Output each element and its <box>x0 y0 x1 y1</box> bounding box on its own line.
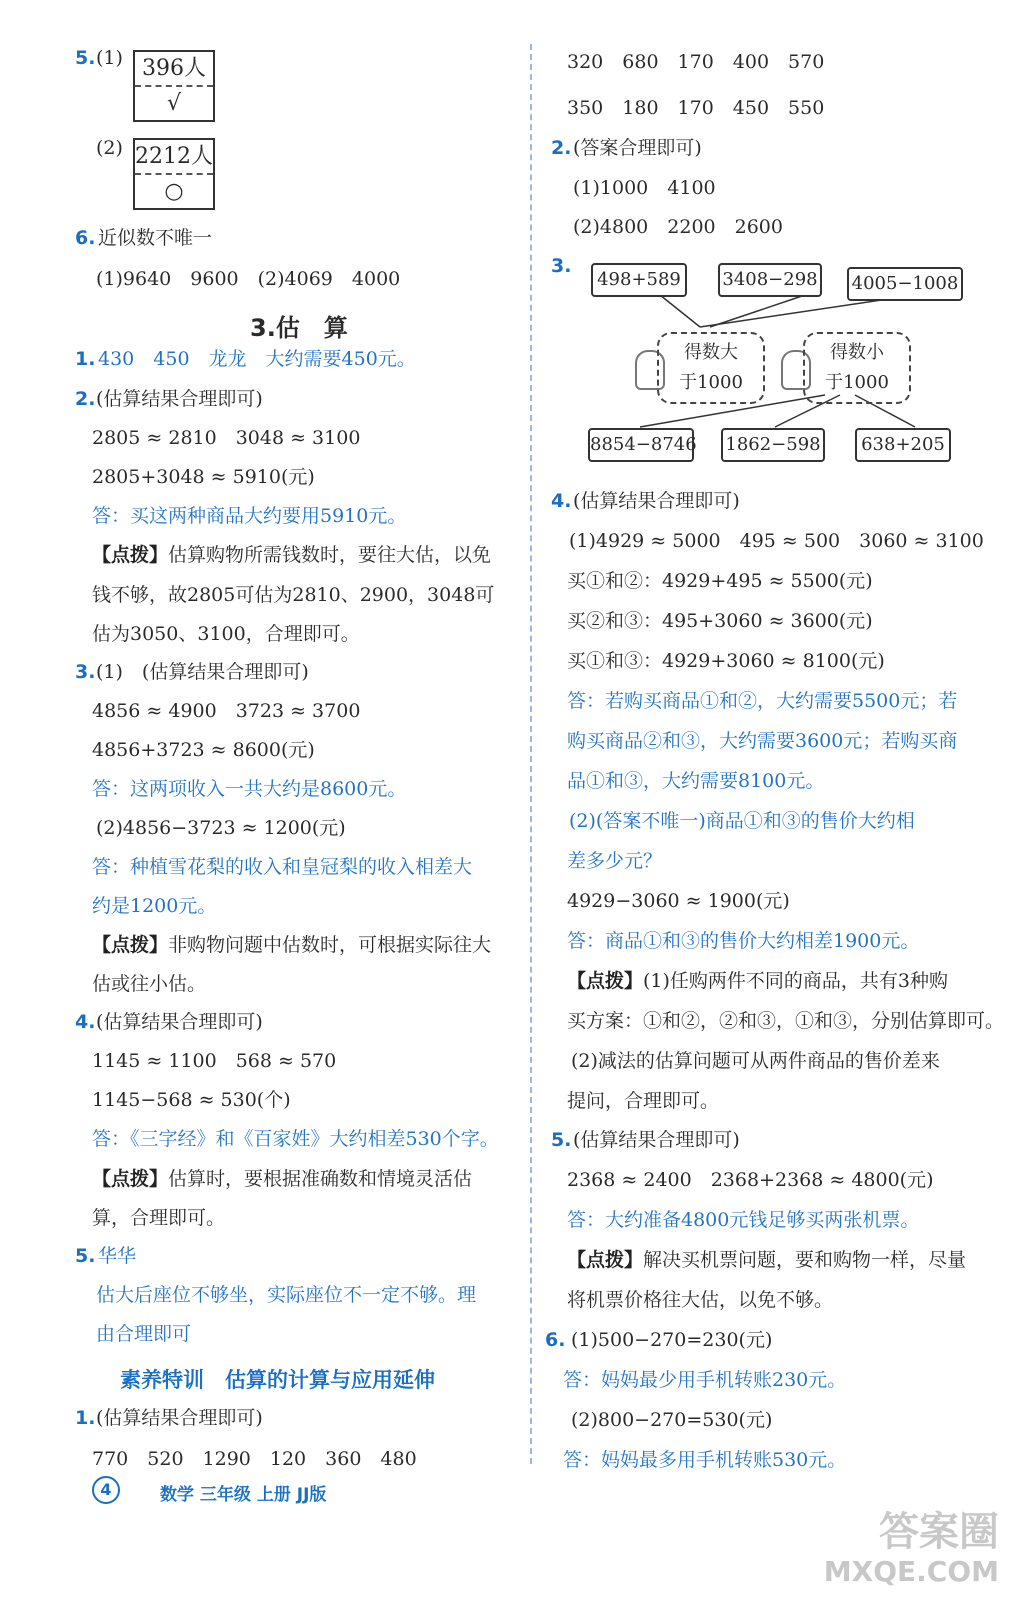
s2-line1: 2805 ≈ 2810 3048 ≈ 3100 <box>92 427 361 449</box>
s4-answer: 答：《三字经》和《百家姓》大约相差530个字。 <box>92 1128 499 1150</box>
section-title: 3.估 算 <box>250 314 348 342</box>
t4-line2: 买①和②：4929+495 ≈ 5500(元) <box>567 570 873 592</box>
cloud2-line1: 得数小 <box>830 342 884 363</box>
expr-bottom-3: 638+205 <box>855 428 951 462</box>
t5-title: (估算结果合理即可) <box>573 1129 740 1151</box>
s3-answer2b: 约是1200元。 <box>92 895 217 917</box>
cloud1-line1: 得数大 <box>684 342 738 363</box>
s5-line1: 估大后座位不够坐，实际座位不一定不够。理 <box>96 1284 477 1306</box>
t4-tip3: (2)减法的估算问题可从两件商品的售价差来 <box>571 1050 940 1072</box>
q6-title: 近似数不唯一 <box>98 227 213 249</box>
expr-top-2: 3408−298 <box>718 263 822 297</box>
t4-line5: 4929−3060 ≈ 1900(元) <box>567 890 790 912</box>
s2-number: 2. <box>75 388 96 410</box>
t2-number: 2. <box>551 137 572 159</box>
answer-box-1 <box>133 50 215 122</box>
t5-tip2: 将机票价格往大估，以免不够。 <box>567 1289 834 1311</box>
column-divider <box>530 44 532 1464</box>
s1-text: 430 450 龙龙 大约需要450元。 <box>98 348 416 370</box>
t6-answer1: 答：妈妈最少用手机转账230元。 <box>563 1369 847 1391</box>
s2-answer: 答：买这两种商品大约要用5910元。 <box>92 505 407 527</box>
t5-line1: 2368 ≈ 2400 2368+2368 ≈ 4800(元) <box>567 1169 934 1191</box>
t4-answer1a: 答：若购买商品①和②，大约需要5500元；若 <box>567 690 958 712</box>
watermark-logo: 答案圈 <box>879 1509 999 1555</box>
s3-line2: 4856+3723 ≈ 8600(元) <box>92 739 315 761</box>
q5-part1: (1) <box>96 47 123 69</box>
s4-title: (估算结果合理即可) <box>96 1011 263 1033</box>
cloud2-line2: 于1000 <box>825 372 889 393</box>
t6-line1: (1)500−270=230(元) <box>571 1329 773 1351</box>
watermark-url: MXQE.COM <box>823 1555 999 1588</box>
t4-number: 4. <box>551 490 572 512</box>
s3-tip1: 非购物问题中估数时，可根据实际往大 <box>168 934 492 956</box>
q5-part2: (2) <box>96 137 123 159</box>
t1-line3: 350 180 170 450 550 <box>567 97 825 119</box>
cloud1-line2: 于1000 <box>679 372 743 393</box>
s3-answer2a: 答：种植雪花梨的收入和皇冠梨的收入相差大 <box>92 856 473 878</box>
t4-title: (估算结果合理即可) <box>573 490 740 512</box>
s2-title: (估算结果合理即可) <box>96 388 263 410</box>
s4-tip-label: 【点拨】 <box>92 1168 169 1190</box>
q6-number: 6. <box>75 227 96 249</box>
t2-line2: (2)4800 2200 2600 <box>573 216 783 238</box>
t5-tip-label: 【点拨】 <box>567 1249 644 1271</box>
s5-number: 5. <box>75 1245 96 1267</box>
page-number: 4 <box>92 1476 120 1504</box>
t4-tip-label: 【点拨】 <box>567 970 644 992</box>
s2-tip1: 估算购物所需钱数时，要往大估，以免 <box>168 544 492 566</box>
t4-line4: 买①和③：4929+3060 ≈ 8100(元) <box>567 650 885 672</box>
t4-q2a: (2)(答案不唯一)商品①和③的售价大约相 <box>569 810 915 832</box>
t4-tip1: (1)任购两件不同的商品，共有3种购 <box>643 970 949 992</box>
cloud-greater <box>657 332 765 404</box>
cloud-less <box>803 332 911 404</box>
t6-number: 6. <box>545 1329 566 1351</box>
t6-answer2: 答：妈妈最多用手机转账530元。 <box>563 1449 847 1471</box>
s3-answer1: 答：这两项收入一共大约是8600元。 <box>92 778 407 800</box>
t1-line2: 320 680 170 400 570 <box>567 51 825 73</box>
t2-title: (答案合理即可) <box>573 137 702 159</box>
t4-line3: 买②和③：495+3060 ≈ 3600(元) <box>567 610 873 632</box>
s2-tip3: 估为3050、3100，合理即可。 <box>92 623 360 645</box>
t3-number: 3. <box>551 255 572 277</box>
t6-line2: (2)800−270=530(元) <box>571 1409 773 1431</box>
q6-line: (1)9640 9600 (2)4069 4000 <box>96 268 401 290</box>
t1-line1: 770 520 1290 120 360 480 <box>92 1448 417 1470</box>
t4-line1: (1)4929 ≈ 5000 495 ≈ 500 3060 ≈ 3100 <box>569 530 984 552</box>
t5-answer: 答：大约准备4800元钱足够买两张机票。 <box>567 1209 920 1231</box>
t4-q2b: 差多少元？ <box>567 850 663 872</box>
t4-answer1b: 购买商品②和③，大约需要3600元；若购买商 <box>567 730 958 752</box>
s3-title: (1) (估算结果合理即可) <box>96 661 309 683</box>
s3-tip-label: 【点拨】 <box>92 934 169 956</box>
s3-tip2: 估或往小估。 <box>92 973 207 995</box>
s3-line3: (2)4856−3723 ≈ 1200(元) <box>96 817 346 839</box>
t1-number: 1. <box>75 1407 96 1429</box>
s3-number: 3. <box>75 661 96 683</box>
special-training-title: 素养特训 估算的计算与应用延伸 <box>120 1368 435 1392</box>
t4-tip4: 提问，合理即可。 <box>567 1090 720 1112</box>
s4-line1: 1145 ≈ 1100 568 ≈ 570 <box>92 1050 337 1072</box>
s1-number: 1. <box>75 348 96 370</box>
t5-number: 5. <box>551 1129 572 1151</box>
t4-answer2: 答：商品①和③的售价大约相差1900元。 <box>567 930 920 952</box>
s2-tip-label: 【点拨】 <box>92 544 169 566</box>
s5-line2: 由合理即可 <box>96 1323 192 1345</box>
s4-number: 4. <box>75 1011 96 1033</box>
answer-box-2 <box>133 138 215 210</box>
expr-top-1: 498+589 <box>591 263 687 297</box>
s3-line1: 4856 ≈ 4900 3723 ≈ 3700 <box>92 700 361 722</box>
s2-tip2: 钱不够，故2805可估为2810、2900，3048可 <box>92 584 495 606</box>
t1-title: (估算结果合理即可) <box>96 1407 263 1429</box>
footer-book-title: 数学 三年级 上册 JJ版 <box>160 1485 327 1505</box>
box2-circle: ○ <box>164 179 184 204</box>
box2-top: 2212人 <box>135 140 213 175</box>
s4-tip1: 估算时，要根据准确数和情境灵活估 <box>168 1168 473 1190</box>
expr-bottom-2: 1862−598 <box>721 428 825 462</box>
t2-line1: (1)1000 4100 <box>573 177 716 199</box>
t4-tip2: 买方案：①和②，②和③，①和③，分别估算即可。 <box>567 1010 1005 1032</box>
s2-line2: 2805+3048 ≈ 5910(元) <box>92 466 315 488</box>
box1-check: √ <box>166 91 182 116</box>
expr-bottom-1: 8854−8746 <box>588 428 694 462</box>
box1-top: 396人 <box>135 52 213 87</box>
expr-top-3: 4005−1008 <box>847 267 963 301</box>
s4-line2: 1145−568 ≈ 530(个) <box>92 1089 291 1111</box>
t4-answer1c: 品①和③，大约需要8100元。 <box>567 770 825 792</box>
s5-title: 华华 <box>98 1245 137 1267</box>
t5-tip1: 解决买机票问题，要和购物一样，尽量 <box>643 1249 967 1271</box>
s4-tip2: 算，合理即可。 <box>92 1207 226 1229</box>
q5-number: 5. <box>75 47 96 69</box>
